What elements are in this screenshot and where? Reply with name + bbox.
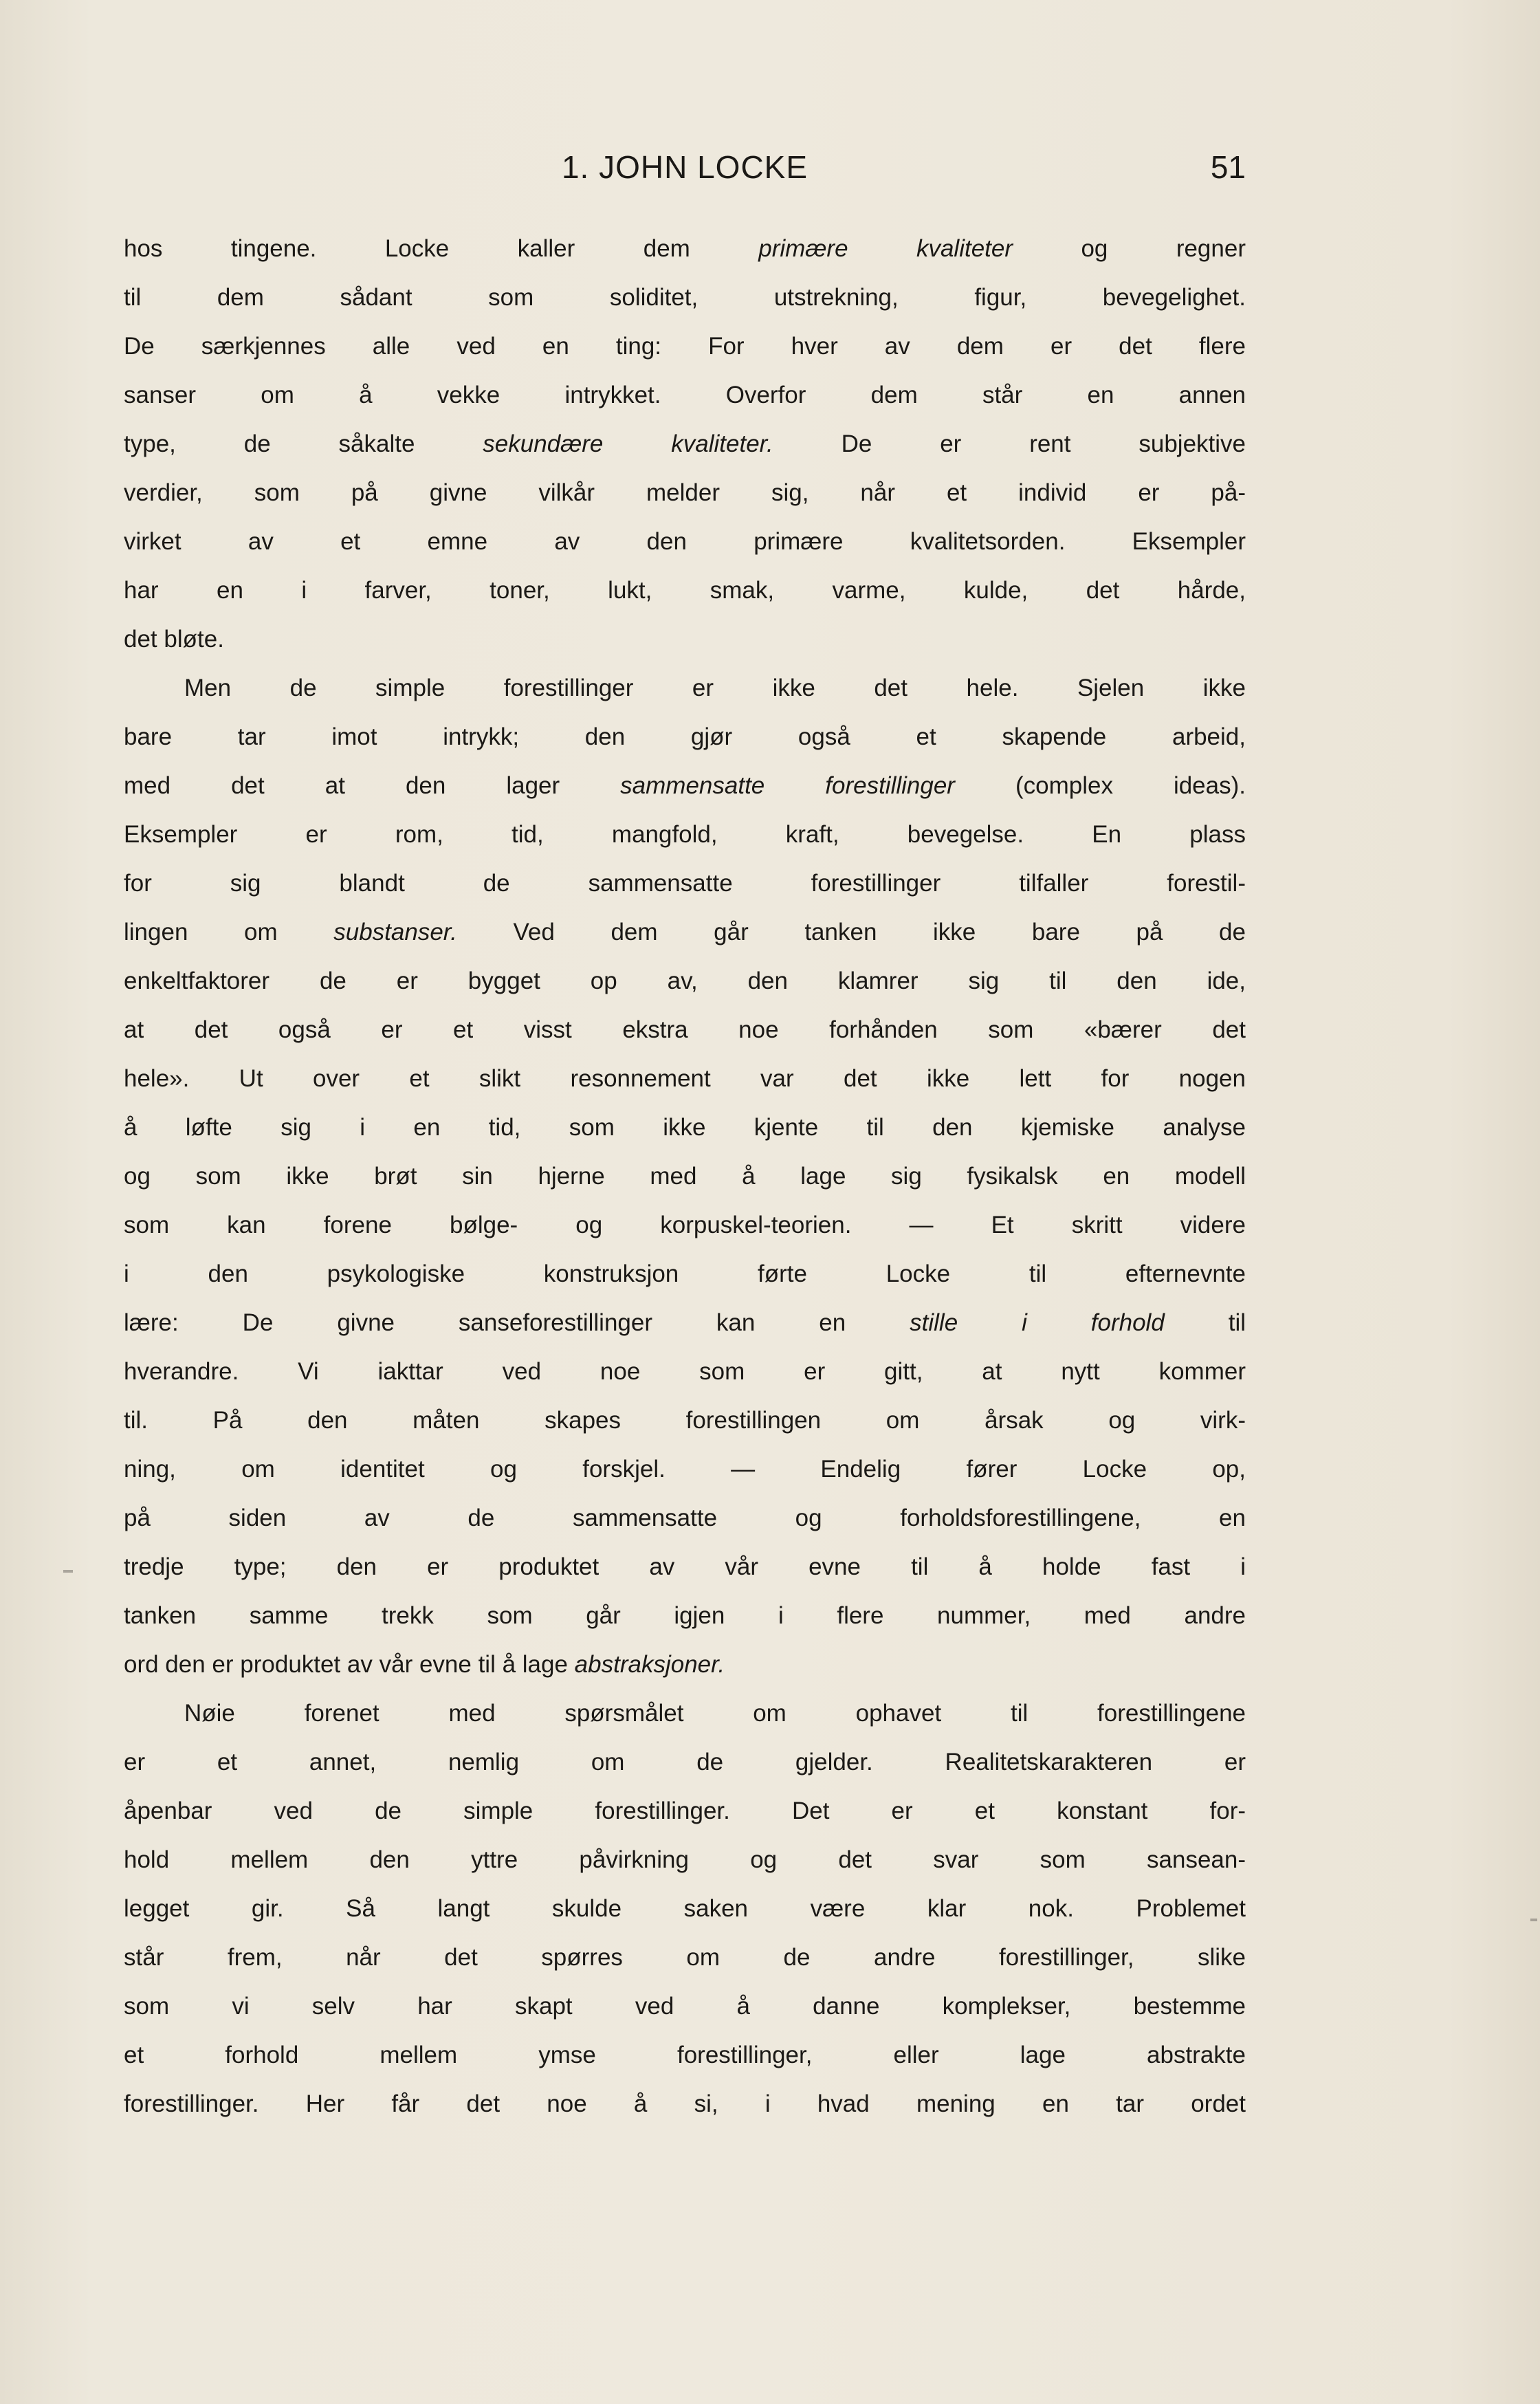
text-segment: Ved dem går tanken ikke bare på de (456, 919, 1246, 946)
text-line (124, 566, 1246, 615)
text-segment: åpenbar ved de simple forestillinger. Det er et konstant for- (124, 1797, 1246, 1824)
text-line (124, 664, 1246, 712)
text-line (124, 1249, 1246, 1298)
text-line (124, 615, 1246, 664)
text-line (124, 1591, 1246, 1640)
text-line (124, 2031, 1246, 2079)
text-line (124, 2079, 1246, 2128)
text-line (124, 1396, 1246, 1445)
text-segment: har en i farver, toner, lukt, smak, varme, kulde, det hårde, (124, 577, 1246, 604)
text-line (124, 1835, 1246, 1884)
text-line (124, 1152, 1246, 1201)
text-segment: De er rent subjektive (773, 430, 1246, 457)
emphasis-text: primære kvaliteter (758, 235, 1013, 262)
text-segment: Nøie forenet med spørsmålet om ophavet til forestillingene (184, 1700, 1246, 1727)
emphasis-text: substanser. (333, 919, 457, 946)
text-segment: sanser om å vekke intrykket. Overfor dem står en annen (124, 382, 1246, 408)
page-number: 51 (1210, 149, 1246, 185)
text-line (124, 517, 1246, 566)
text-line (124, 1347, 1246, 1396)
text-line (124, 1103, 1246, 1152)
text-line (124, 1542, 1246, 1591)
text-segment: verdier, som på givne vilkår melder sig, når et individ er på- (124, 479, 1246, 506)
text-segment: enkeltfaktorer de er bygget op av, den klamrer sig til den ide, (124, 968, 1246, 994)
text-segment: at det også er et visst ekstra noe forhånden som «bærer det (124, 1016, 1246, 1043)
text-segment: Men de simple forestillinger er ikke det hele. Sjelen ikke (184, 675, 1246, 701)
text-line (124, 761, 1246, 810)
text-line (124, 1982, 1246, 2031)
text-segment: er et annet, nemlig om de gjelder. Realitetskarakteren er (124, 1749, 1246, 1775)
text-segment: type, de såkalte (124, 430, 483, 457)
text-line (124, 712, 1246, 761)
margin-speck (63, 1570, 73, 1573)
text-line (124, 371, 1246, 419)
text-segment: ning, om identitet og forskjel. — Endelig fører Locke op, (124, 1456, 1246, 1483)
text-segment: Eksempler er rom, tid, mangfold, kraft, bevegelse. En plass (124, 821, 1246, 848)
text-line (124, 810, 1246, 859)
text-segment: virket av et emne av den primære kvalitetsorden. Eksempler (124, 528, 1246, 555)
text-line (124, 419, 1246, 468)
emphasis-text: sekundære kvaliteter. (483, 430, 773, 457)
text-segment: et forhold mellem ymse forestillinger, eller lage abstrakte (124, 2042, 1246, 2068)
text-segment: står frem, når det spørres om de andre forestillinger, slike (124, 1944, 1246, 1971)
text-line (124, 1494, 1246, 1542)
text-line (124, 273, 1246, 322)
text-segment: til. På den måten skapes forestillingen om årsak og virk- (124, 1407, 1246, 1434)
text-line (124, 1738, 1246, 1786)
text-line (124, 1201, 1246, 1249)
text-line (124, 859, 1246, 908)
text-segment: tredje type; den er produktet av vår evne til å holde fast i (124, 1553, 1246, 1580)
body-text (124, 224, 1246, 2128)
text-line (124, 1054, 1246, 1103)
text-segment: hos tingene. Locke kaller dem (124, 235, 759, 262)
emphasis-text: stille i forhold (910, 1309, 1165, 1336)
text-segment: tanken samme trekk som går igjen i flere nummer, med andre (124, 1602, 1246, 1629)
text-segment: og som ikke brøt sin hjerne med å lage sig fysikalsk en modell (124, 1163, 1246, 1190)
text-segment: bare tar imot intrykk; den gjør også et skapende arbeid, (124, 723, 1246, 750)
text-line (124, 1884, 1246, 1933)
text-segment: (complex ideas). (954, 772, 1246, 799)
text-line (124, 1786, 1246, 1835)
text-segment: og regner (1013, 235, 1246, 262)
text-segment: forestillinger. Her får det noe å si, i hvad mening en tar ordet (124, 2090, 1246, 2117)
text-segment: som kan forene bølge- og korpuskel-teorien. — Et skritt videre (124, 1212, 1246, 1238)
text-line (124, 908, 1246, 957)
text-segment: det bløte. (124, 626, 224, 653)
text-segment: ord den er produktet av vår evne til å lage (124, 1651, 575, 1678)
page-header (124, 149, 1246, 197)
text-segment: til (1164, 1309, 1246, 1336)
emphasis-text: abstraksjoner. (574, 1651, 725, 1678)
text-line (124, 468, 1246, 517)
text-segment: til dem sådant som soliditet, utstrekning, figur, bevegelighet. (124, 284, 1246, 311)
text-segment: som vi selv har skapt ved å danne komplekser, bestemme (124, 1993, 1246, 2020)
text-segment: legget gir. Så langt skulde saken være klar nok. Problemet (124, 1895, 1246, 1922)
text-line (124, 224, 1246, 273)
text-segment: hverandre. Vi iakttar ved noe som er gitt, at nytt kommer (124, 1358, 1246, 1385)
margin-speck (1530, 1919, 1537, 1921)
text-line (124, 322, 1246, 371)
text-segment: for sig blandt de sammensatte forestillinger tilfaller forestil- (124, 870, 1246, 897)
running-head: 1. JOHN LOCKE (561, 149, 808, 185)
text-segment: med det at den lager (124, 772, 621, 799)
text-line (124, 1005, 1246, 1054)
text-segment: i den psykologiske konstruksjon førte Locke til efternevnte (124, 1260, 1246, 1287)
text-line (124, 1933, 1246, 1982)
text-segment: å løfte sig i en tid, som ikke kjente til den kjemiske analyse (124, 1114, 1246, 1141)
text-line (124, 1640, 1246, 1689)
text-segment: lingen om (124, 919, 334, 946)
emphasis-text: sammensatte forestillinger (620, 772, 955, 799)
text-segment: De særkjennes alle ved en ting: For hver av dem er det flere (124, 333, 1246, 360)
text-line (124, 1689, 1246, 1738)
text-segment: lære: De givne sanseforestillinger kan en (124, 1309, 910, 1336)
text-segment: hold mellem den yttre påvirkning og det svar som sansean- (124, 1846, 1246, 1873)
text-line (124, 1445, 1246, 1494)
text-line (124, 1298, 1246, 1347)
text-line (124, 957, 1246, 1005)
text-segment: hele». Ut over et slikt resonnement var det ikke lett for nogen (124, 1065, 1246, 1092)
text-segment: på siden av de sammensatte og forholdsforestillingene, en (124, 1505, 1246, 1531)
